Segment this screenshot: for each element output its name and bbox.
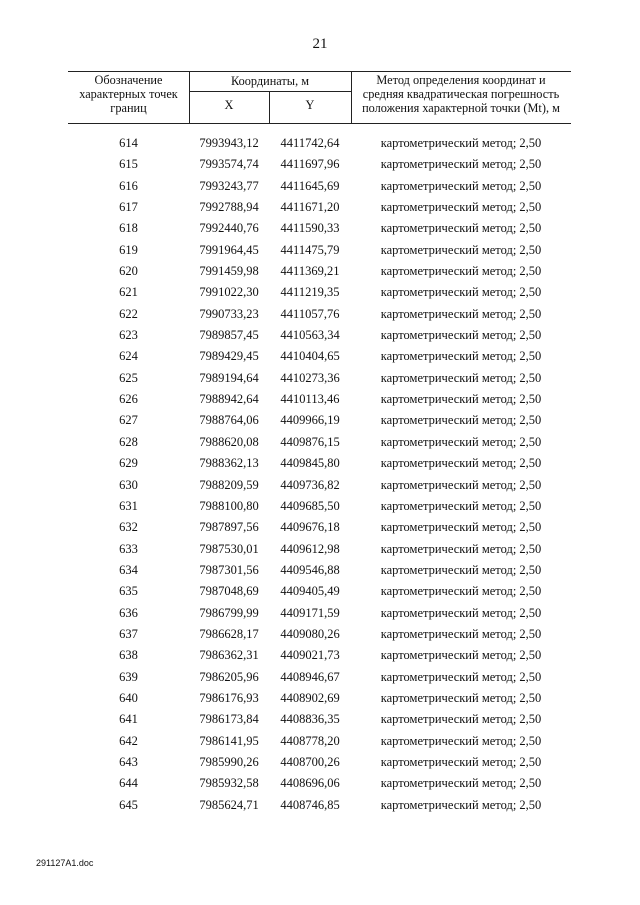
- y-coordinate: 4411671,20: [280, 200, 340, 215]
- method-cell: картометрический метод; 2,50: [380, 413, 542, 428]
- table-row: [68, 517, 571, 538]
- table-row: [68, 560, 571, 581]
- y-coordinate: 4409676,18: [280, 520, 340, 535]
- method-cell: картометрический метод; 2,50: [380, 157, 542, 172]
- point-number: 626: [119, 392, 138, 407]
- table-row: [68, 389, 571, 410]
- table-row: [68, 261, 571, 282]
- y-coordinate: 4408946,67: [280, 669, 340, 684]
- x-coordinate: 7987301,56: [199, 562, 259, 577]
- y-coordinate: 4408778,20: [280, 733, 340, 748]
- table-row: [68, 795, 571, 816]
- method-cell: картометрический метод; 2,50: [380, 221, 542, 236]
- table-row: [68, 240, 571, 261]
- method-cell: картометрический метод; 2,50: [380, 648, 542, 663]
- y-coordinate: 4409876,15: [280, 434, 340, 449]
- x-coordinate: 7991459,98: [199, 264, 259, 279]
- x-coordinate: 7988100,80: [199, 498, 259, 513]
- x-coordinate: 7988942,64: [199, 392, 259, 407]
- header-y-label: Y: [305, 98, 315, 112]
- table-row: [68, 197, 571, 218]
- x-coordinate: 7988764,06: [199, 413, 259, 428]
- point-number: 639: [119, 669, 138, 684]
- x-coordinate: 7986173,84: [199, 712, 259, 727]
- method-cell: картометрический метод; 2,50: [380, 392, 542, 407]
- y-coordinate: 4411590,33: [280, 221, 340, 236]
- method-cell: картометрический метод; 2,50: [380, 690, 542, 705]
- method-cell: картометрический метод; 2,50: [380, 178, 542, 193]
- table-row: [68, 731, 571, 752]
- point-number: 642: [119, 733, 138, 748]
- table-header: [68, 71, 571, 124]
- point-number: 641: [119, 712, 138, 727]
- x-coordinate: 7987530,01: [199, 541, 259, 556]
- x-coordinate: 7993943,12: [199, 136, 259, 150]
- table-row: [68, 176, 571, 197]
- method-cell: картометрический метод; 2,50: [380, 264, 542, 279]
- point-number: 617: [119, 200, 138, 215]
- table-row: [68, 346, 571, 367]
- point-number: 637: [119, 626, 138, 641]
- point-number: 628: [119, 434, 138, 449]
- header-method-label: [351, 73, 571, 115]
- table-row: [68, 325, 571, 346]
- table-row: [68, 581, 571, 602]
- x-coordinate: 7985624,71: [199, 797, 259, 812]
- y-coordinate: 4411219,35: [280, 285, 340, 300]
- y-coordinate: 4408836,35: [280, 712, 340, 727]
- method-cell: картометрический метод; 2,50: [380, 797, 542, 812]
- x-coordinate: 7987048,69: [199, 584, 259, 599]
- x-coordinate: 7993574,74: [199, 157, 259, 172]
- point-number: 640: [119, 690, 138, 705]
- method-cell: картометрический метод; 2,50: [380, 584, 542, 599]
- y-coordinate: 4408902,69: [280, 690, 340, 705]
- method-cell: картометрический метод; 2,50: [380, 242, 542, 257]
- table-row: [68, 475, 571, 496]
- table-row: [68, 133, 571, 154]
- method-cell: картометрический метод; 2,50: [380, 349, 542, 364]
- y-coordinate: 4409546,88: [280, 562, 340, 577]
- y-coordinate: 4409080,26: [280, 626, 340, 641]
- x-coordinate: 7988620,08: [199, 434, 259, 449]
- y-coordinate: 4411057,76: [280, 306, 340, 321]
- x-coordinate: 7986205,96: [199, 669, 259, 684]
- x-coordinate: 7986362,31: [199, 648, 259, 663]
- x-coordinate: 7991964,45: [199, 242, 259, 257]
- point-number: 625: [119, 370, 138, 385]
- table-row: [68, 773, 571, 794]
- x-coordinate: 7989429,45: [199, 349, 259, 364]
- y-coordinate: 4411645,69: [280, 178, 340, 193]
- y-coordinate: 4409405,49: [280, 584, 340, 599]
- method-cell: картометрический метод; 2,50: [380, 733, 542, 748]
- x-coordinate: 7992440,76: [199, 221, 259, 236]
- header-point-label: [68, 73, 189, 115]
- table-row: [68, 645, 571, 666]
- table-row: [68, 154, 571, 175]
- point-number: 636: [119, 605, 138, 620]
- point-number: 621: [119, 285, 138, 300]
- method-cell: картометрический метод; 2,50: [380, 200, 542, 215]
- table-row: [68, 432, 571, 453]
- table-row: [68, 709, 571, 730]
- point-number: 632: [119, 520, 138, 535]
- y-coordinate: 4409845,80: [280, 456, 340, 471]
- header-text-line: средняя квадратическая погрешность: [362, 87, 560, 101]
- method-cell: картометрический метод; 2,50: [380, 477, 542, 492]
- method-cell: картометрический метод; 2,50: [380, 306, 542, 321]
- method-cell: картометрический метод; 2,50: [380, 498, 542, 513]
- table-row: [68, 453, 571, 474]
- header-text-line: границ: [110, 101, 147, 115]
- y-coordinate: 4408746,85: [280, 797, 340, 812]
- point-number: 638: [119, 648, 138, 663]
- y-coordinate: 4409021,73: [280, 648, 340, 663]
- y-coordinate: 4411697,96: [280, 157, 340, 172]
- header-bottom-rule: [68, 123, 571, 124]
- point-number: 631: [119, 498, 138, 513]
- point-number: 618: [119, 221, 138, 236]
- table-row: [68, 752, 571, 773]
- point-number: 630: [119, 477, 138, 492]
- point-number: 614: [119, 136, 138, 150]
- point-number: 624: [119, 349, 138, 364]
- method-cell: картометрический метод; 2,50: [380, 370, 542, 385]
- y-coordinate: 4410404,65: [280, 349, 340, 364]
- header-coords-label: Координаты, м: [231, 74, 309, 88]
- x-coordinate: 7993243,77: [199, 178, 259, 193]
- y-coordinate: 4408696,06: [280, 776, 340, 791]
- method-cell: картометрический метод; 2,50: [380, 285, 542, 300]
- y-coordinate: 4409171,59: [280, 605, 340, 620]
- method-cell: картометрический метод; 2,50: [380, 434, 542, 449]
- method-cell: картометрический метод; 2,50: [380, 562, 542, 577]
- method-cell: картометрический метод; 2,50: [380, 626, 542, 641]
- method-cell: картометрический метод; 2,50: [380, 136, 542, 150]
- file-name-footer: 291127A1.doc: [36, 858, 94, 868]
- x-coordinate: 7987897,56: [199, 520, 259, 535]
- method-cell: картометрический метод; 2,50: [380, 456, 542, 471]
- x-coordinate: 7985990,26: [199, 754, 259, 769]
- point-number: 622: [119, 306, 138, 321]
- x-coordinate: 7989857,45: [199, 328, 259, 343]
- point-number: 616: [119, 178, 138, 193]
- point-number: 615: [119, 157, 138, 172]
- method-cell: картометрический метод; 2,50: [380, 754, 542, 769]
- y-coordinate: 4411475,79: [280, 242, 340, 257]
- y-coordinate: 4411369,21: [280, 264, 340, 279]
- method-cell: картометрический метод; 2,50: [380, 776, 542, 791]
- x-coordinate: 7986141,95: [199, 733, 259, 748]
- table-row: [68, 410, 571, 431]
- point-number: 627: [119, 413, 138, 428]
- x-coordinate: 7985932,58: [199, 776, 259, 791]
- table-row: [68, 624, 571, 645]
- table-row: [68, 218, 571, 239]
- y-coordinate: 4410113,46: [280, 392, 340, 407]
- point-number: 629: [119, 456, 138, 471]
- y-coordinate: 4410273,36: [280, 370, 340, 385]
- point-number: 623: [119, 328, 138, 343]
- header-top-rule: [68, 71, 571, 72]
- y-coordinate: 4409966,19: [280, 413, 340, 428]
- y-coordinate: 4409685,50: [280, 498, 340, 513]
- page-number: 21: [312, 36, 328, 52]
- x-coordinate: 7992788,94: [199, 200, 259, 215]
- header-x-label: X: [224, 98, 234, 112]
- method-cell: картометрический метод; 2,50: [380, 712, 542, 727]
- table-row: [68, 688, 571, 709]
- x-coordinate: 7990733,23: [199, 306, 259, 321]
- table-row: [68, 539, 571, 560]
- coords-divider-rule: [189, 91, 351, 92]
- point-number: 643: [119, 754, 138, 769]
- point-number: 644: [119, 776, 138, 791]
- method-cell: картометрический метод; 2,50: [380, 669, 542, 684]
- method-cell: картометрический метод; 2,50: [380, 541, 542, 556]
- method-cell: картометрический метод; 2,50: [380, 605, 542, 620]
- x-coordinate: 7988209,59: [199, 477, 259, 492]
- point-number: 634: [119, 562, 138, 577]
- point-number: 645: [119, 797, 138, 812]
- x-coordinate: 7986799,99: [199, 605, 259, 620]
- table-row: [68, 496, 571, 517]
- point-number: 620: [119, 264, 138, 279]
- y-coordinate: 4409612,98: [280, 541, 340, 556]
- point-number: 633: [119, 541, 138, 556]
- method-cell: картометрический метод; 2,50: [380, 520, 542, 535]
- x-coordinate: 7988362,13: [199, 456, 259, 471]
- header-text-line: положения характерной точки (Mt), м: [362, 101, 560, 115]
- table-row: [68, 304, 571, 325]
- method-cell: картометрический метод; 2,50: [380, 328, 542, 343]
- header-text-line: Метод определения координат и: [376, 73, 546, 87]
- table-body: [68, 133, 571, 816]
- y-coordinate: 4411742,64: [280, 136, 340, 150]
- x-coordinate: 7986628,17: [199, 626, 259, 641]
- y-coordinate: 4410563,34: [280, 328, 340, 343]
- header-text-line: характерных точек: [79, 87, 178, 101]
- x-coordinate: 7991022,30: [199, 285, 259, 300]
- y-coordinate: 4409736,82: [280, 477, 340, 492]
- point-number: 619: [119, 242, 138, 257]
- table-row: [68, 282, 571, 303]
- table-row: [68, 667, 571, 688]
- table-row: [68, 368, 571, 389]
- y-coordinate: 4408700,26: [280, 754, 340, 769]
- point-number: 635: [119, 584, 138, 599]
- header-text-line: Обозначение: [94, 73, 163, 87]
- x-coordinate: 7989194,64: [199, 370, 259, 385]
- table-row: [68, 603, 571, 624]
- x-coordinate: 7986176,93: [199, 690, 259, 705]
